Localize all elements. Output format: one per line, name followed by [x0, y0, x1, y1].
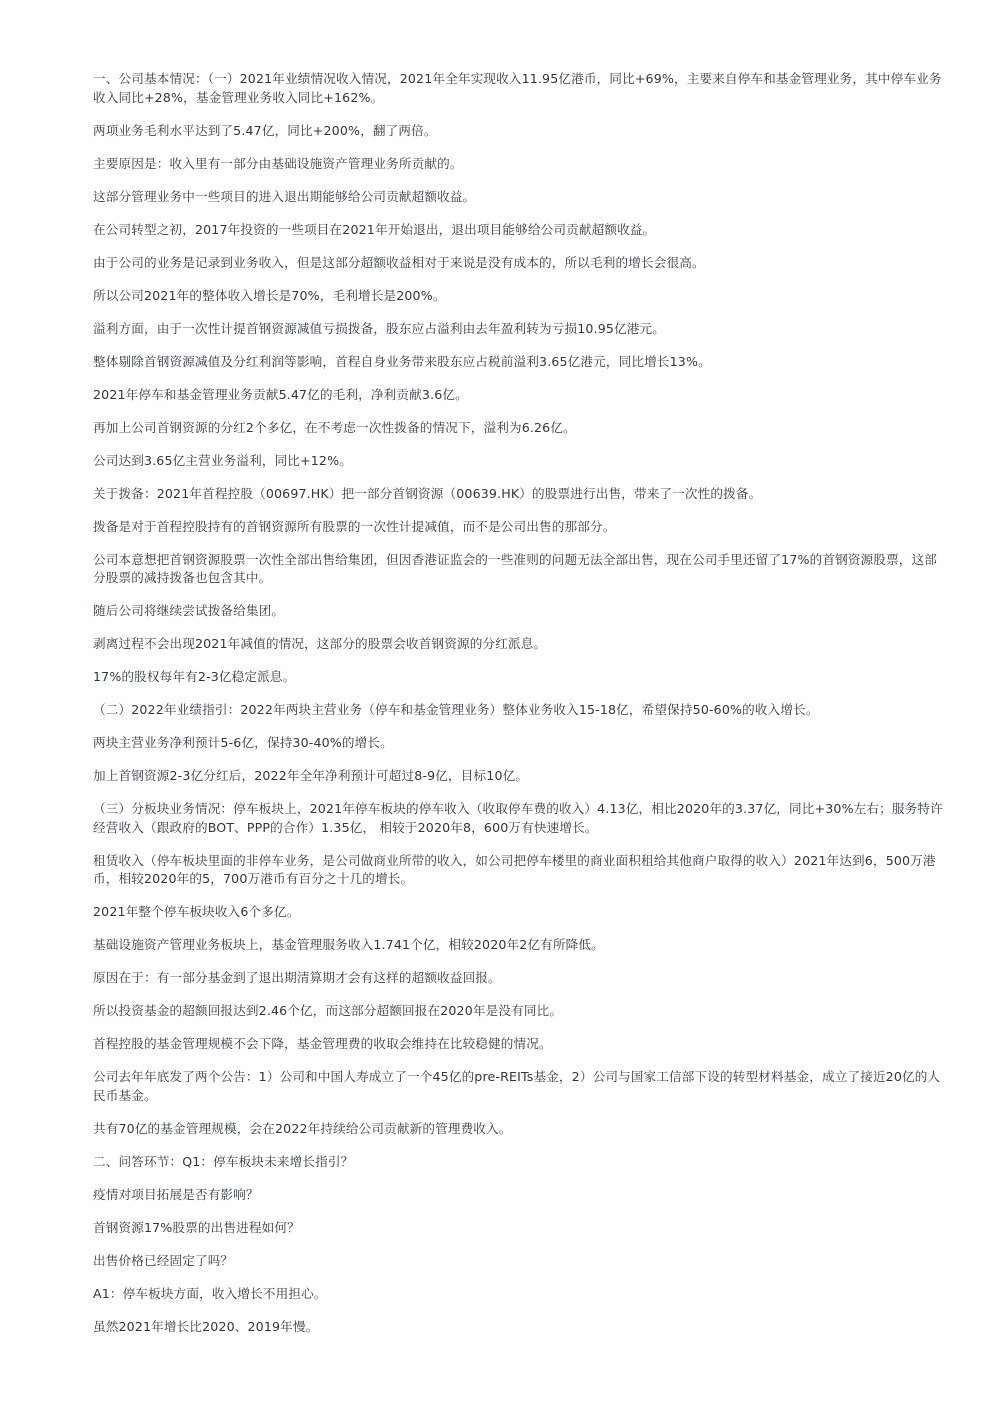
paragraph: 出售价格已经固定了吗？: [93, 1252, 234, 1268]
paragraph: 首程控股的基金管理规模不会下降，基金管理费的收取会维持在比较稳健的情况。: [93, 1036, 552, 1051]
paragraph: 两项业务毛利水平达到了5.47亿，同比+200%，翻了两倍。: [93, 122, 437, 138]
paragraph: 疫情对项目拓展是否有影响？: [93, 1186, 259, 1202]
paragraph: 剥离过程不会出现2021年减值的情况，这部分的股票会收首钢资源的分红派息。: [93, 636, 547, 651]
paragraph: 2021年停车和基金管理业务贡献5.47亿的毛利，净利贡献3.6亿。: [93, 386, 468, 402]
paragraph: 这部分管理业务中一些项目的进入退出期能够给公司贡献超额收益。: [93, 188, 476, 204]
paragraph: A1：停车板块方面，收入增长不用担心。: [93, 1285, 327, 1301]
paragraph: 所以公司2021年的整体收入增长是70%，毛利增长是200%。: [93, 287, 446, 303]
paragraph: 原因在于：有一部分基金到了退出期清算期才会有这样的超额收益回报。: [93, 970, 501, 985]
paragraph: 公司达到3.65亿主营业务溢利，同比+12%。: [93, 452, 352, 468]
paragraph: 由于公司的业务是记录到业务收入，但是这部分超额收益相对于来说是没有成本的，所以毛利的增长会很高。: [93, 254, 705, 270]
document-body: [93, 70, 949, 1351]
paragraph: 基础设施资产管理业务板块上，基金管理服务收入1.741个亿，相较2020年2亿有所降低。: [93, 937, 604, 952]
paragraph: 随后公司将继续尝试拨备给集团。: [93, 603, 285, 618]
paragraph: 公司本意想把首钢资源股票一次性全部出售给集团，但因香港证监会的一些准则的问题无法全部出售，现在公司手里还留了17%的首钢资源股票，这部分股票的减持拨备也包含其中。: [93, 551, 938, 585]
paragraph: 溢利方面，由于一次性计提首钢资源减值亏损拨备，股东应占溢利由去年盈利转为亏损10.95亿港元。: [93, 320, 666, 336]
paragraph: 二、问答环节：Q1：停车板块未来增长指引？: [93, 1153, 354, 1169]
paragraph: 两块主营业务净利预计5-6亿，保持30-40%的增长。: [93, 735, 393, 750]
paragraph: 首钢资源17%股票的出售进程如何？: [93, 1219, 300, 1235]
paragraph: （二）2022年业绩指引：2022年两块主营业务（停车和基金管理业务）整体业务收入15-18亿，希望保持50-60%的收入增长。: [93, 702, 819, 717]
paragraph: 加上首钢资源2-3亿分红后，2022年全年净利预计可超过8-9亿，目标10亿。: [93, 768, 529, 783]
paragraph: 在公司转型之初，2017年投资的一些项目在2021年开始退出，退出项目能够给公司贡献超额收益。: [93, 221, 656, 237]
paragraph: 关于拨备：2021年首程控股（00697.HK）把一部分首钢资源（00639.HK）的股票进行出售，带来了一次性的拨备。: [93, 485, 762, 501]
paragraph: 一、公司基本情况：（一）2021年业绩情况收入情况，2021年全年实现收入11.95亿港币，同比+69%，主要来自停车和基金管理业务，其中停车业务收入同比+28%，基金管理业务收入同比+162%。: [93, 71, 942, 105]
paragraph: 所以投资基金的超额回报达到2.46个亿，而这部分超额回报在2020年是没有同比。: [93, 1003, 563, 1018]
paragraph: 再加上公司首钢资源的分红2个多亿，在不考虑一次性拨备的情况下，溢利为6.26亿。: [93, 419, 576, 435]
paragraph: 虽然2021年增长比2020、2019年慢。: [93, 1318, 319, 1334]
paragraph: （三）分板块业务情况：停车板块上，2021年停车板块的停车收入（收取停车费的收入）4.13亿，相比2020年的3.37亿，同比+30%左右；服务特许经营收入（跟政府的BOT、PPP的合作）1.35亿， 相较于2020年8，600万有快速增长。: [93, 801, 943, 835]
paragraph: 17%的股权每年有2-3亿稳定派息。: [93, 669, 296, 684]
paragraph: 拨备是对于首程控股持有的首钢资源所有股票的一次性计提减值，而不是公司出售的那部分。: [93, 518, 616, 534]
paragraph: 整体剔除首钢资源减值及分红利润等影响，首程自身业务带来股东应占税前溢利3.65亿港元，同比增长13%。: [93, 353, 711, 369]
paragraph: 共有70亿的基金管理规模，会在2022年持续给公司贡献新的管理费收入。: [93, 1120, 512, 1136]
paragraph: 2021年整个停车板块收入6个多亿。: [93, 904, 300, 919]
paragraph: 租赁收入（停车板块里面的非停车业务，是公司做商业所带的收入，如公司把停车楼里的商业面积租给其他商户取得的收入）2021年达到6，500万港币，相较2020年的5，700万港币有百分之十几的增长。: [93, 852, 936, 886]
paragraph: 公司去年年底发了两个公告：1）公司和中国人寿成立了一个45亿的pre-REITs基金，2）公司与国家工信部下设的转型材料基金，成立了接近20亿的人民币基金。: [93, 1069, 941, 1103]
paragraph: 主要原因是：收入里有一部分由基础设施资产管理业务所贡献的。: [93, 155, 463, 171]
